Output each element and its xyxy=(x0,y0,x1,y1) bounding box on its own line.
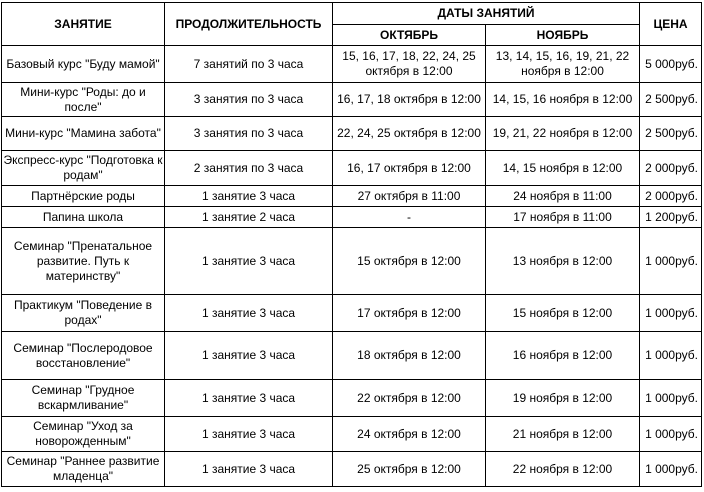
cell-price: 1 000руб. xyxy=(640,295,702,332)
cell-activity: Мини-курс "Мамина забота" xyxy=(2,117,165,151)
cell-activity: Семинар "Пренатальное развитие. Путь к материнству" xyxy=(2,228,165,295)
cell-november: 14, 15 ноября в 12:00 xyxy=(486,151,640,186)
table-row xyxy=(2,228,702,295)
cell-price: 1 200руб. xyxy=(640,207,702,228)
table-row xyxy=(2,207,702,228)
header-price: ЦЕНА xyxy=(640,3,702,46)
cell-duration: 1 занятие 2 часа xyxy=(165,207,333,228)
cell-october: 16, 17 октября в 12:00 xyxy=(333,151,486,186)
cell-duration: 1 занятие 3 часа xyxy=(165,295,333,332)
header-activity: ЗАНЯТИЕ xyxy=(2,3,165,46)
cell-october: 22 октября в 12:00 xyxy=(333,380,486,417)
cell-price: 1 000руб. xyxy=(640,332,702,380)
cell-activity: Папина школа xyxy=(2,207,165,228)
table-row xyxy=(2,380,702,417)
cell-price: 2 000руб. xyxy=(640,151,702,186)
table-row xyxy=(2,83,702,117)
cell-duration: 1 занятие 3 часа xyxy=(165,228,333,295)
cell-activity: Мини-курс "Роды: до и после" xyxy=(2,83,165,117)
cell-november: 17 ноября в 11:00 xyxy=(486,207,640,228)
header-duration: ПРОДОЛЖИТЕЛЬНОСТЬ xyxy=(165,3,333,46)
cell-november: 15 ноября в 12:00 xyxy=(486,295,640,332)
cell-price: 1 000руб. xyxy=(640,228,702,295)
cell-duration: 1 занятие 3 часа xyxy=(165,417,333,452)
cell-duration: 1 занятие 3 часа xyxy=(165,380,333,417)
cell-october: 16, 17, 18 октября в 12:00 xyxy=(333,83,486,117)
cell-october: - xyxy=(333,207,486,228)
table-row xyxy=(2,452,702,487)
cell-activity: Семинар "Грудное вскармливание" xyxy=(2,380,165,417)
cell-price: 2 500руб. xyxy=(640,83,702,117)
cell-price: 1 000руб. xyxy=(640,417,702,452)
cell-activity: Партнёрские роды xyxy=(2,186,165,207)
cell-october: 22, 24, 25 октября в 12:00 xyxy=(333,117,486,151)
cell-price: 2 500руб. xyxy=(640,117,702,151)
cell-october: 15, 16, 17, 18, 22, 24, 25 октября в 12:00 xyxy=(333,46,486,83)
cell-november: 13, 14, 15, 16, 19, 21, 22 ноября в 12:00 xyxy=(486,46,640,83)
cell-duration: 1 занятие 3 часа xyxy=(165,332,333,380)
cell-november: 13 ноября в 12:00 xyxy=(486,228,640,295)
cell-activity: Практикум "Поведение в родах" xyxy=(2,295,165,332)
cell-duration: 3 занятия по 3 часа xyxy=(165,83,333,117)
table-row xyxy=(2,117,702,151)
cell-november: 21 ноября в 12:00 xyxy=(486,417,640,452)
cell-price: 2 000руб. xyxy=(640,186,702,207)
table-row xyxy=(2,46,702,83)
cell-november: 19, 21, 22 ноября в 12:00 xyxy=(486,117,640,151)
cell-october: 17 октября в 12:00 xyxy=(333,295,486,332)
cell-october: 18 октября в 12:00 xyxy=(333,332,486,380)
cell-price: 5 000руб. xyxy=(640,46,702,83)
cell-november: 16 ноября в 12:00 xyxy=(486,332,640,380)
cell-november: 24 ноября в 11:00 xyxy=(486,186,640,207)
cell-duration: 7 занятий по 3 часа xyxy=(165,46,333,83)
schedule-table xyxy=(1,2,702,487)
cell-price: 1 000руб. xyxy=(640,380,702,417)
table-row xyxy=(2,186,702,207)
header-november: НОЯБРЬ xyxy=(486,25,640,46)
cell-duration: 1 занятие 3 часа xyxy=(165,186,333,207)
cell-october: 24 октября в 12:00 xyxy=(333,417,486,452)
cell-november: 22 ноября в 12:00 xyxy=(486,452,640,487)
cell-activity: Семинар "Раннее развитие младенца" xyxy=(2,452,165,487)
table-row xyxy=(2,417,702,452)
table-row xyxy=(2,295,702,332)
cell-price: 1 000руб. xyxy=(640,452,702,487)
cell-duration: 2 занятия по 3 часа xyxy=(165,151,333,186)
cell-activity: Семинар "Послеродовое восстановление" xyxy=(2,332,165,380)
header-october: ОКТЯБРЬ xyxy=(333,25,486,46)
cell-activity: Экспресс-курс "Подготовка к родам" xyxy=(2,151,165,186)
cell-duration: 1 занятие 3 часа xyxy=(165,452,333,487)
cell-october: 25 октября в 12:00 xyxy=(333,452,486,487)
cell-november: 14, 15, 16 ноября в 12:00 xyxy=(486,83,640,117)
cell-october: 27 октября в 11:00 xyxy=(333,186,486,207)
cell-activity: Семинар "Уход за новорожденным" xyxy=(2,417,165,452)
header-dates: ДАТЫ ЗАНЯТИЙ xyxy=(333,3,640,25)
cell-november: 19 ноября в 12:00 xyxy=(486,380,640,417)
cell-october: 15 октября в 12:00 xyxy=(333,228,486,295)
table-row xyxy=(2,151,702,186)
cell-activity: Базовый курс "Буду мамой" xyxy=(2,46,165,83)
table-row xyxy=(2,332,702,380)
cell-duration: 3 занятия по 3 часа xyxy=(165,117,333,151)
header-row xyxy=(2,3,702,25)
